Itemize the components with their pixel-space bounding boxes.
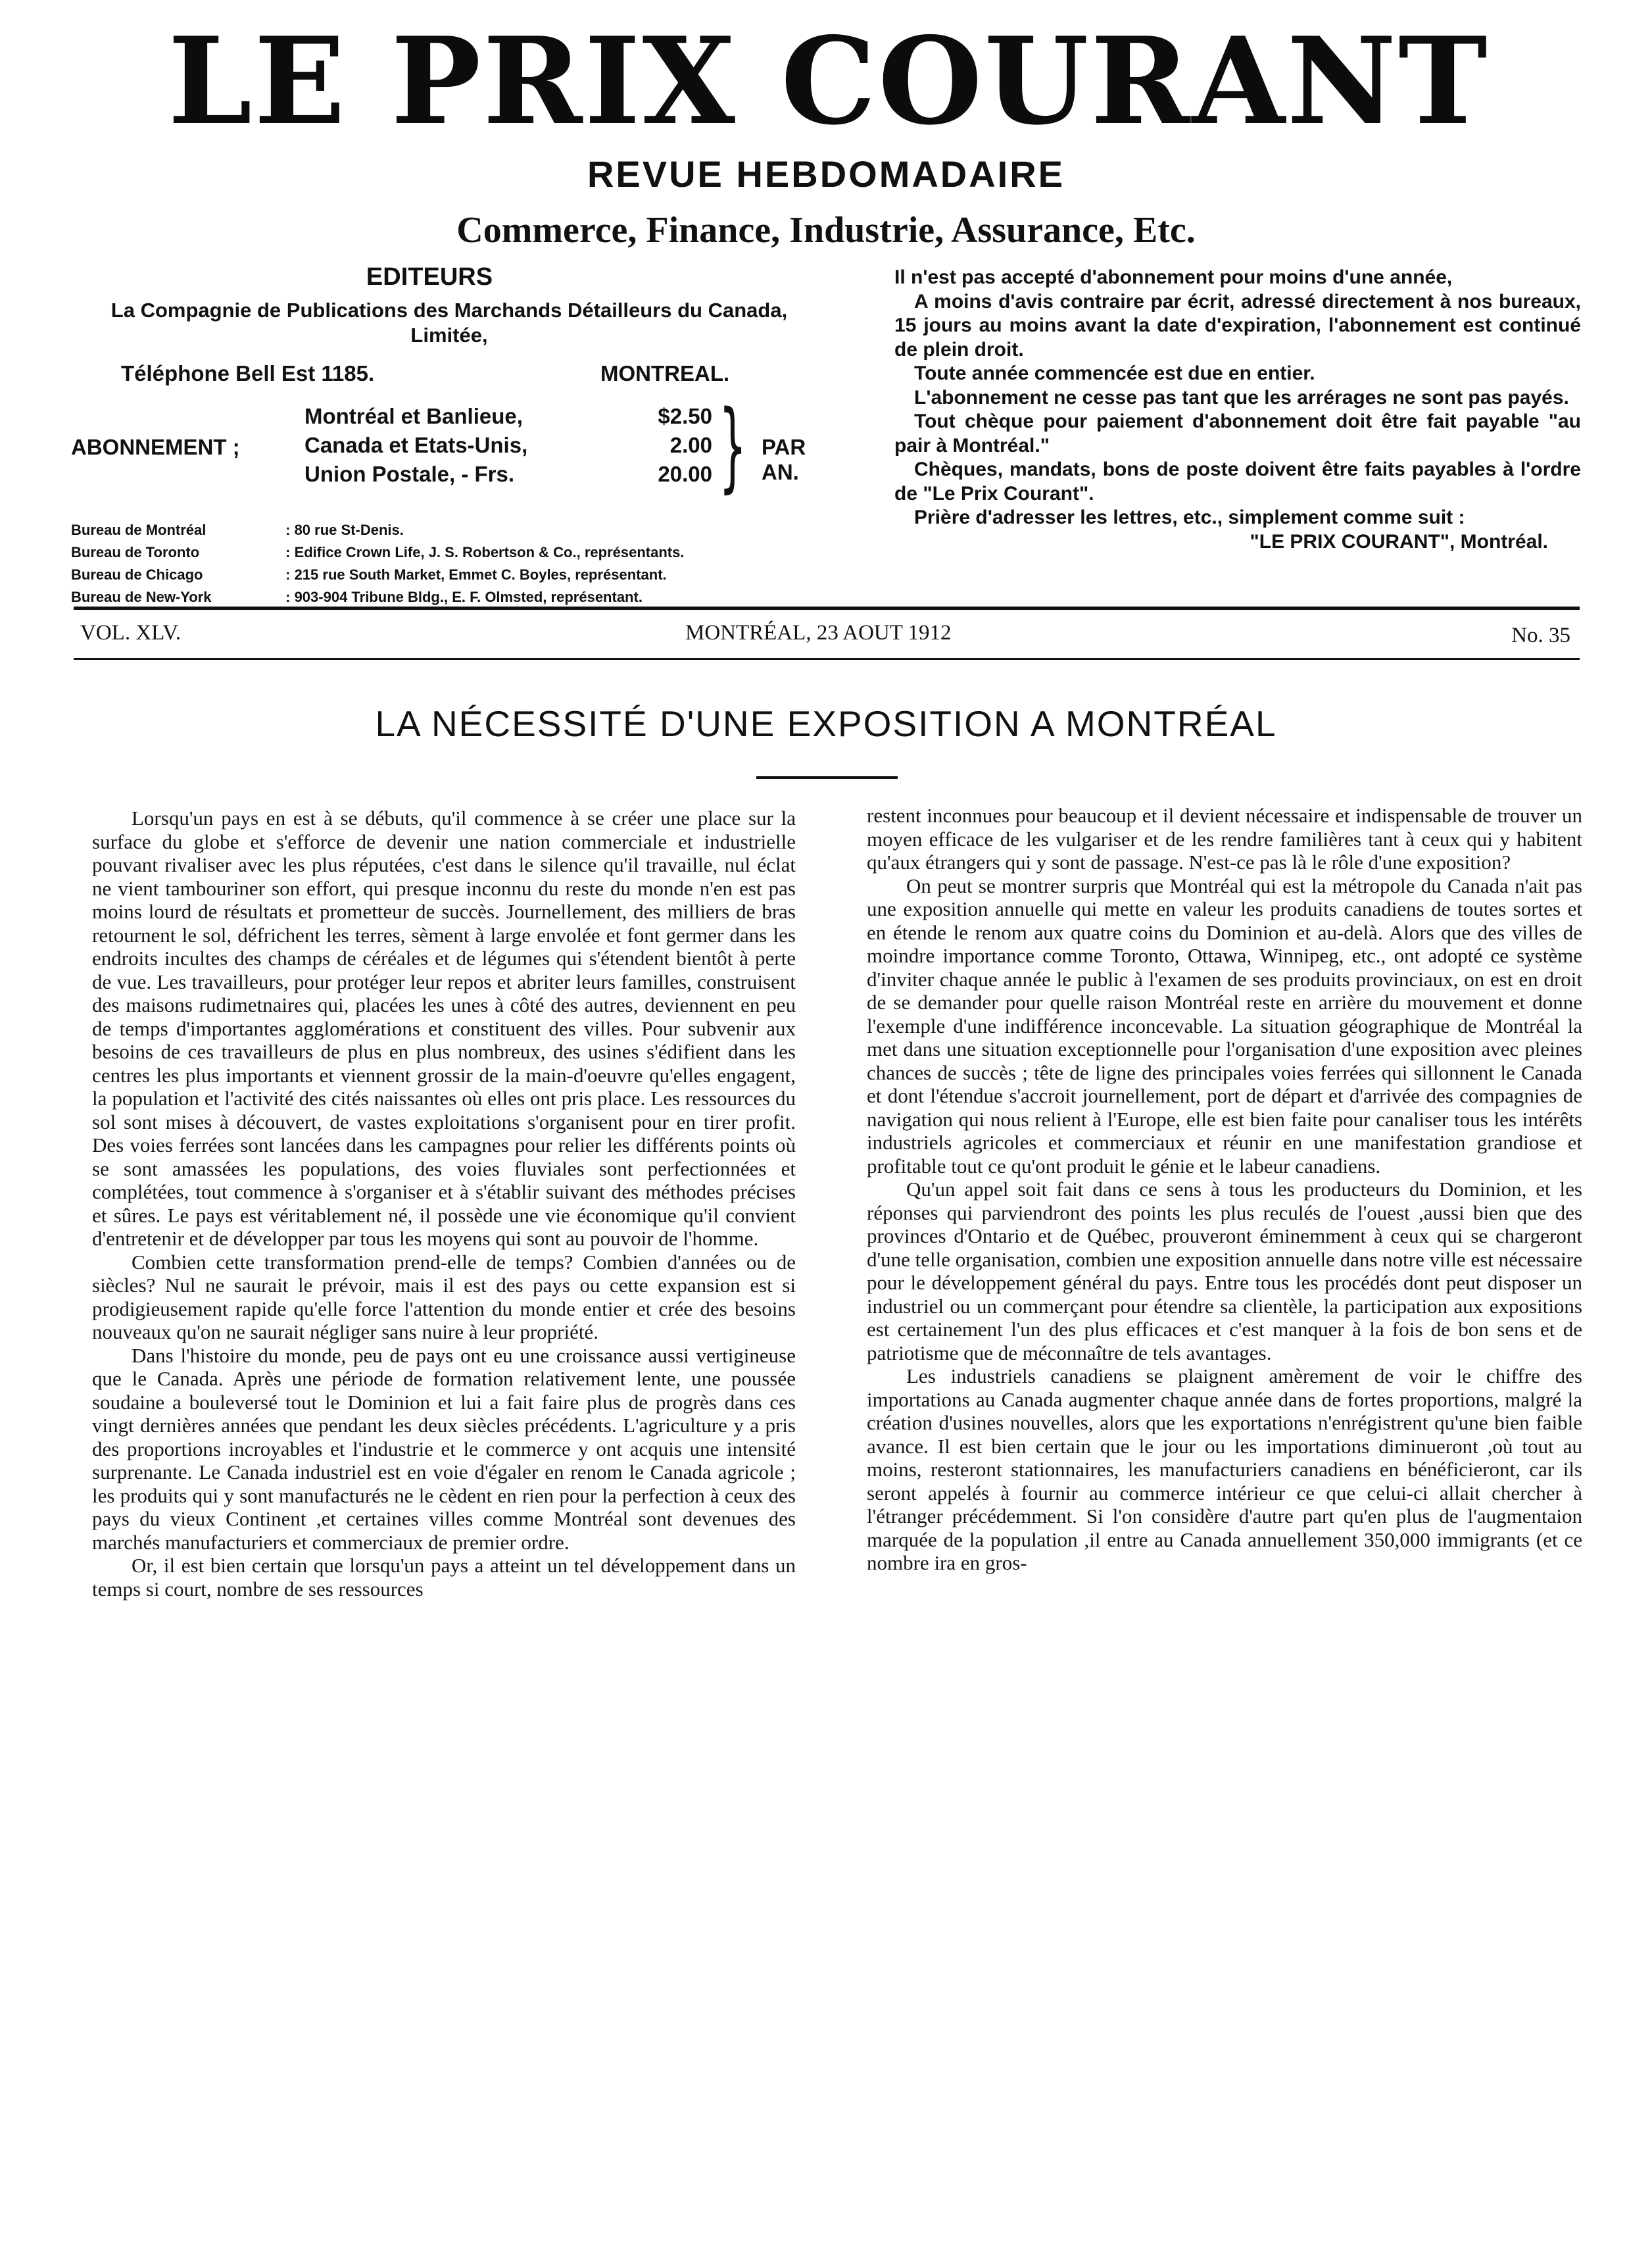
bureau-detail: : Edifice Crown Life, J. S. Robertson & Co., représentants. [285,544,685,560]
bureau-list [71,519,827,609]
bureau-row [71,586,827,609]
bureau-detail: : 903-904 Tribune Bldg., E. F. Olmsted, représentant. [285,589,643,605]
article-paragraph: On peut se montrer surpris que Montréal qui est la métropole du Canada n'ait pas une exposition annuelle qui mette en valeur les produits canadiens de toutes sortes et en étende le renom aux quatre coins du Dominion et au-delà. Alors que des villes de moindre importance comme Toronto, Ottawa, Winnipeg, etc., ont adopté ce système d'inviter chaque année le public à l'examen de ses produits provinciaux, on est en droit de se demander pour quelle raison Montréal reste en arrière du mouvement et donne l'exemple d'une indifférence inconcevable. La situation géographique de Montréal la met dans une situation exceptionnelle pour l'organisation d'une exposition avec pleines chances de succès ; tête de ligne des principales voies ferrées qui sillonnent le Canada et dont l'étendue s'accroit journellement, port de départ et d'arrivée des compagnies de navigation qui nous relient à l'Europe, elle est bien faite pour canaliser tous les intérêts industriels agricoles et commerciaux et réunir en une manifestation grandiose et profitable tout ce qu'ont produit le génie et le labeur canadiens. [867,874,1582,1178]
notice: Il n'est pas accepté d'abonnement pour moins d'une année, [894,266,1453,288]
subscription-row [304,460,712,489]
bureau-detail: : 80 rue St-Denis. [285,522,404,538]
article-paragraph: Combien cette transformation prend-elle de temps? Combien d'années ou de siècles? Nul ne saurait le prévoir, mais il est des pays ou cette expansion est si prodigieusement rapide qu'elle force l'attention du monde entier et crée des besoins nouveaux qu'on ne saurait négliger sans nuire à leur propriété. [92,1250,796,1343]
notice: Chèques, mandats, bons de poste doivent être faits payables à l'ordre de "Le Prix Courant". [894,459,1581,505]
bureau-city: Bureau de Toronto [71,544,200,560]
subscription-brace: } [719,389,747,503]
notice: Tout chèque pour paiement d'abonnement doit être fait payable "au pair à Montréal." [894,410,1581,457]
subscription-price: 20.00 [658,462,712,486]
phone-row [71,357,827,390]
subscription-place: Canada et Etats-Unis, [304,433,528,457]
header-rule-bottom [74,658,1580,660]
bureau-row [71,564,827,586]
issue-line [74,620,1580,653]
notice: Prière d'adresser les lettres, etc., simplement comme suit : [914,507,1465,528]
publisher-company: La Compagnie de Publications des Marchands Détailleurs du Canada, Limitée, [110,299,788,347]
subscription-place: Union Postale, - Frs. [304,462,515,486]
notice: Toute année commencée est due en entier. [914,362,1315,384]
bureau-detail: : 215 rue South Market, Emmet C. Boyles, représentant. [285,566,667,583]
subscription-price: 2.00 [669,433,712,457]
issue-volume: VOL. XLV. [80,621,182,645]
subscription-place: Montréal et Banlieue, [304,404,523,428]
publisher-phone: Téléphone Bell Est 1185. [121,361,375,385]
notice: L'abonnement ne cesse pas tant que les arrérages ne sont pas payés. [914,386,1569,409]
article-column-left [92,807,796,1601]
mailing-address: "LE PRIX COURANT", Montréal. [1250,530,1548,553]
bureau-city: Bureau de Montréal [71,522,206,538]
subscription-notices [894,266,1581,554]
masthead-subtitle: REVUE HEBDOMADAIRE [587,153,1065,195]
article-title: LA NÉCESSITÉ D'UNE EXPOSITION A MONTRÉAL [375,703,1277,744]
editors-label: EDITEURS [366,263,493,291]
article-paragraph: Dans l'histoire du monde, peu de pays ont eu une croissance aussi vertigineuse que le Canada. Après une période de formation relativement lente, une poussée soudaine a bouleversé tout le Dominion et lui a fait faire plus de progrès dans ces vingt dernières années que pendant les deux siècles précédents. L'agriculture y a pris des proportions incroyables et l'industrie et le commerce y ont acquis une intensité surprenante. Le Canada industriel est en voie d'égaler en renom le Canada agricole ; les produits qui y sont manufacturés ne le cèdent en rien pour la perfection à ceux des pays du vieux Continent ,et certaines villes comme Montréal sont devenues des marchés manufacturiers et commerciaux de premier ordre. [92,1343,796,1554]
bureau-row [71,541,827,564]
article-paragraph: restent inconnues pour beaucoup et il devient nécessaire et indispensable de trouver un moyen efficace de les vulgariser et de les rendre familières tant à ceux qui y habitent qu'aux étrangers qui y sont de passage. N'est-ce pas là le rôle d'une exposition? [867,804,1582,874]
header-rule-top [74,607,1580,610]
subscription-label: ABONNEMENT ; [71,435,240,459]
masthead-tagline: Commerce, Finance, Industrie, Assurance, Etc. [456,210,1196,251]
bureau-city: Bureau de Chicago [71,566,203,583]
subscription-rates [71,389,827,507]
article-column-right [867,804,1582,1575]
bureau-row [71,519,827,541]
masthead-title: LE PRIX COURANT [168,11,1490,151]
article-paragraph: Qu'un appel soit fait dans ce sens à tous les producteurs du Dominion, et les réponses qui parviendront des points les plus reculés de l'ouest ,aussi bien que des provinces d'Ontario et de Québec, prouveront éminemment à ceux qui se chargeront d'une telle organisation, combien une exposition annuelle dans notre ville est nécessaire pour le développement général du pays. Entre tous les procédés dont peut disposer un industriel ou un commerçant pour étendre sa clientèle, la participation aux expositions est certainement l'un des plus efficaces et c'est manquer à la fois de bon sens et de patriotisme que de méconnaître de tels avantages. [867,1178,1582,1364]
issue-date: MONTRÉAL, 23 AOUT 1912 [685,621,952,645]
bureau-city: Bureau de New-York [71,589,212,605]
subscription-price: $2.50 [658,404,712,428]
publisher-info [71,263,827,609]
issue-number: No. 35 [1511,624,1570,647]
article-paragraph: Or, il est bien certain que lorsqu'un pays a atteint un tel développement dans un temps si court, nombre de ses ressources [92,1554,796,1601]
title-rule [756,776,898,779]
publisher-city: MONTREAL. [600,361,730,385]
subscription-per-year: PAR AN. [762,435,806,484]
article-paragraph: Lorsqu'un pays en est à se débuts, qu'il commence à se créer une place sur la surface du globe et s'efforce de devenir une nation commerciale et industrielle pouvant rivaliser avec les plus réputées, c'est dans le silence qu'il travaille, nul éclat ne vient tambouriner son effort, qui presque inconnu du reste du monde n'en est pas moins lourd de résultats et prometteur de succès. Journellement, des milliers de bras retournent le sol, défrichent les terres, sèment à large envolée et font germer dans les endroits incultes des champs de céréales et de légumes qui s'étendent bientôt à perte de vue. Les travailleurs, pour protéger leur repos et abriter leurs familles, construisent des maisons rudimetnaires qui, placées les unes à côté des autres, deviennent en peu de temps d'importantes agglomérations et constituent des villes. Pour subvenir aux besoins de ces travailleurs de plus en plus nombreux, des usines s'édifient dans les centres les plus importants et viennent grossir de la main-d'oeuvre qu'elles engagent, la population et l'activité des cités naissantes où elles ont pris place. Les ressources du sol sont mises à découvert, de vastes exploitations s'organisent pour en tirer profit. Des voies ferrées sont lancées dans les campagnes pour relier les différents points où se sont amassées les populations, des voies fluviales sont perfectionnées et complétées, tout commence à s'organiser et à s'établir suivant des méthodes précises et sûres. Le pays est véritablement né, il possède une vie économique qu'il convient d'entretenir et de développer par tous les moyens qui sont au pouvoir de l'homme. [92,807,796,1250]
subscription-rows [304,402,712,489]
article-paragraph: Les industriels canadiens se plaignent amèrement de voir le chiffre des importations au Canada augmenter chaque année dans de fortes proportions, malgré la création d'usines nouvelles, alors que les exportations n'enrégistrent qu'une bien faible avance. Il est bien certain que le jour ou les importations diminueront ,où tout au moins, resteront stationnaires, les manufacturiers canadiens en bénéficieront, car ils seront appelés à fournir au commerce intérieur ce que celui-ci allait chercher à l'étranger précédemment. Si l'on considère d'autre part qu'en plus de l'augmentaion marquée de la population ,il entre au Canada annuellement 350,000 immigrants (et ce nombre ira en gros- [867,1364,1582,1574]
notice: A moins d'avis contraire par écrit, adressé directement à nos bureaux, 15 jours au moins avant la date d'expiration, l'abonnement est continué de plein droit. [894,290,1581,360]
subscription-row [304,431,712,460]
subscription-row [304,402,712,431]
